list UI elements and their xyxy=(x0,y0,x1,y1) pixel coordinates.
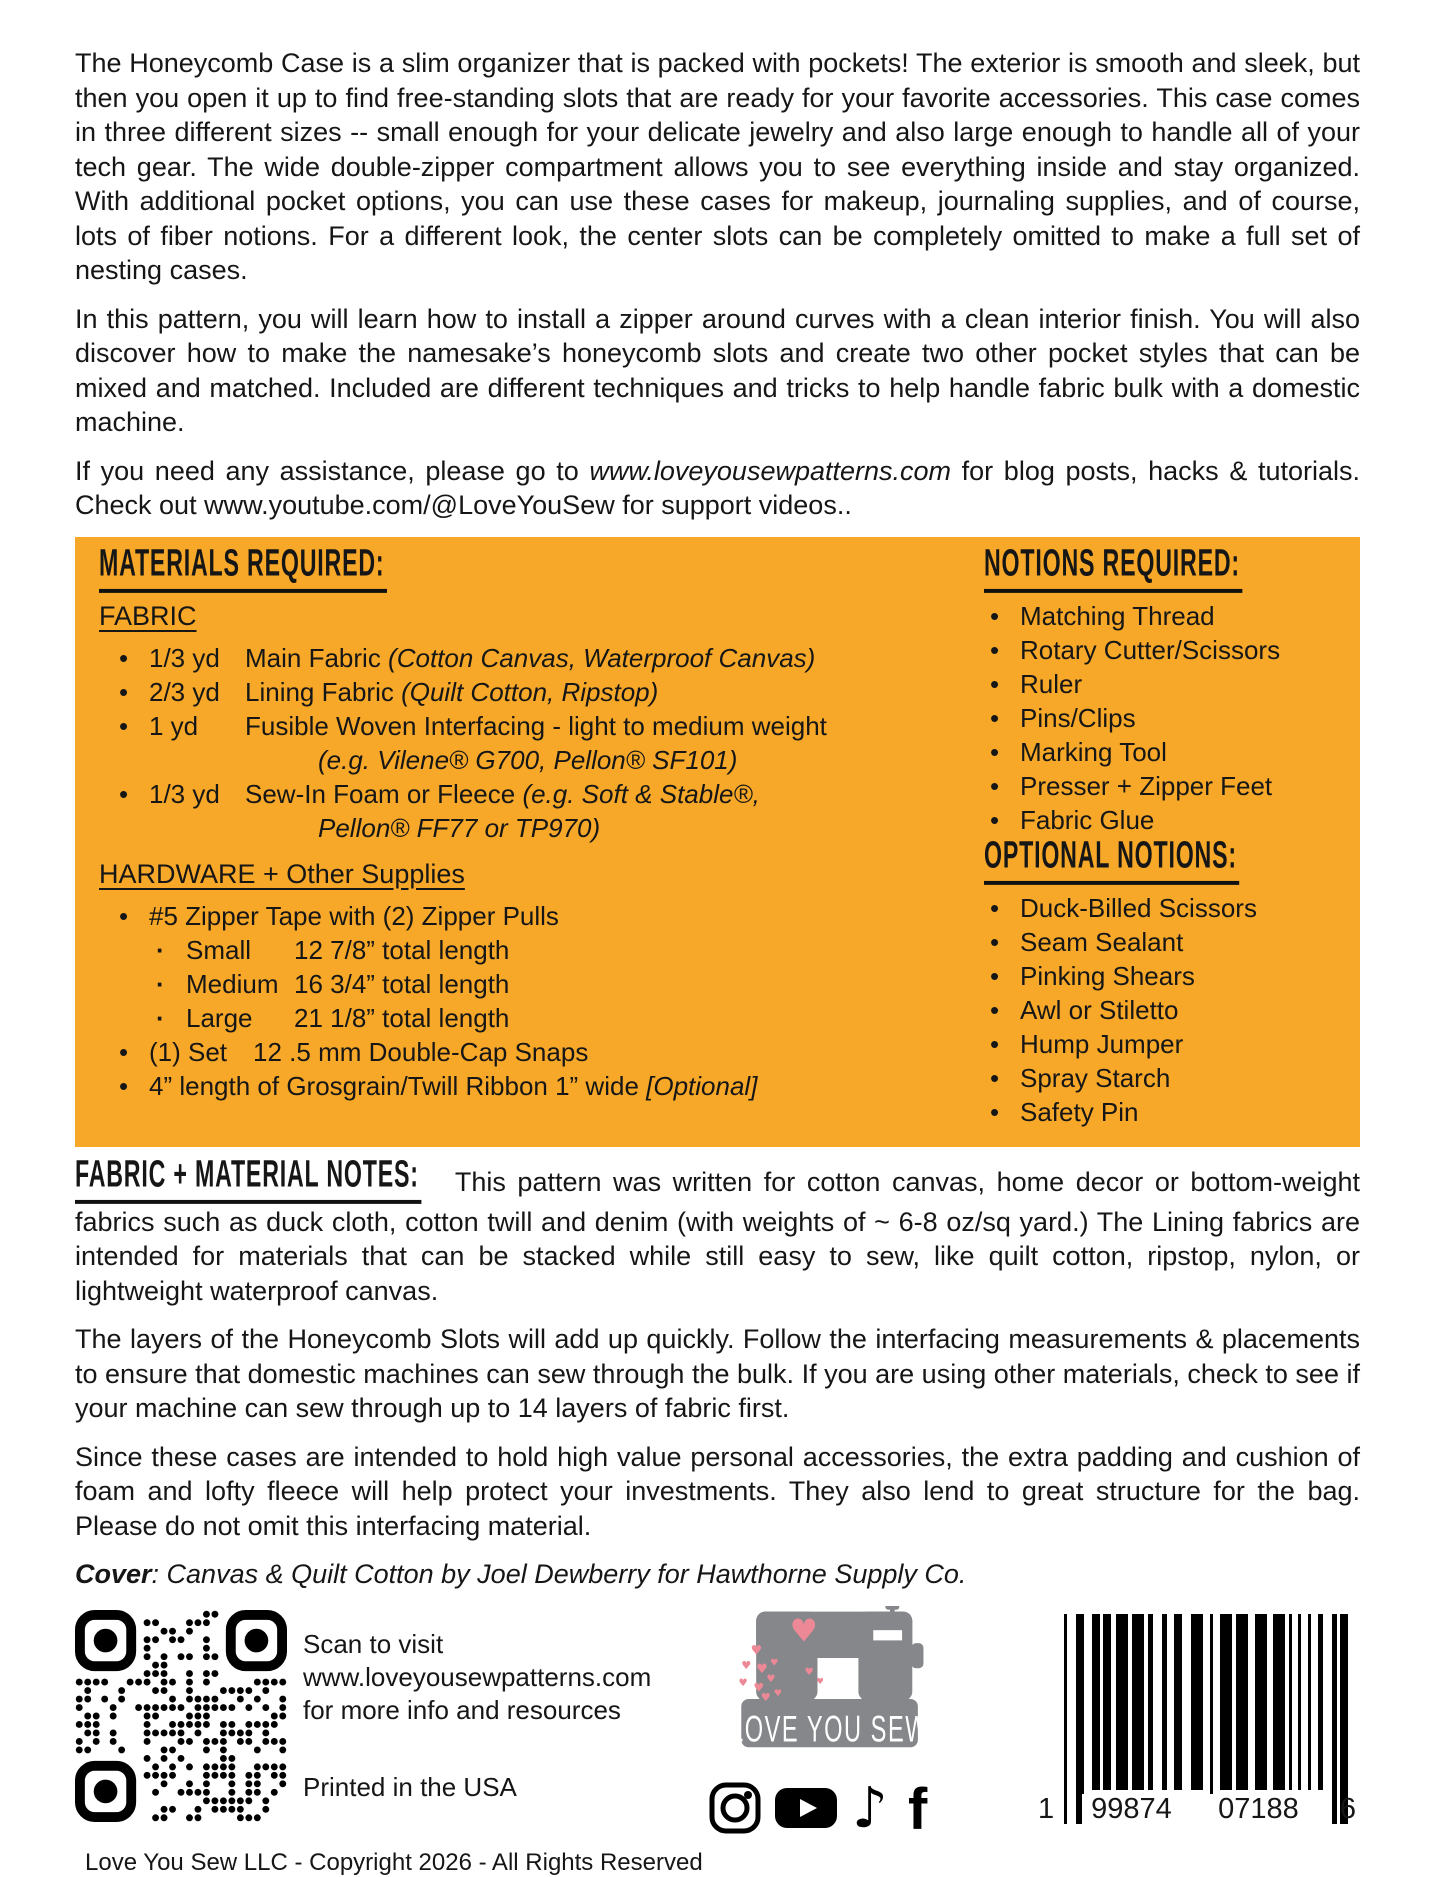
notes-paragraph-2: The layers of the Honeycomb Slots will add up quickly. Follow the interfacing measurements & placements to ensure that domestic machines can sew through the bulk. If you are using other materials, check to see if your machine can sew through up to 14 layers of fabric first. xyxy=(75,1324,1360,1424)
materials-box xyxy=(75,537,1360,1148)
optional-notion-item: • Safety Pin xyxy=(984,1095,1336,1129)
barcode-group-2: 07188 xyxy=(1209,1794,1308,1824)
barcode-block xyxy=(1038,1606,1360,1824)
fabric-desc: Lining Fabric (Quilt Cotton, Ripstop) xyxy=(245,676,659,707)
qr-code xyxy=(75,1606,287,1826)
svg-text:f: f xyxy=(908,1778,928,1837)
notion-item: • Marking Tool xyxy=(984,735,1336,769)
svg-text:♥: ♥ xyxy=(773,1687,783,1699)
barcode-digit-left: 1 xyxy=(1038,1792,1055,1825)
brand-block xyxy=(689,1606,959,1839)
hardware-item-zipper xyxy=(99,899,976,933)
zipper-size-row xyxy=(99,933,976,967)
barcode xyxy=(1038,1614,1356,1825)
notes-paragraph-3: Since these cases are intended to hold high value personal accessories, the extra padding and cushion of foam and lofty fleece will help protect your investments. They also lend to great structure for the bag. Please do not omit this interfacing material. xyxy=(75,1441,1360,1541)
fabric-item xyxy=(99,675,976,709)
website-url: www.loveyousewpatterns.com xyxy=(589,455,952,486)
printed-in-usa: Printed in the USA xyxy=(303,1771,517,1802)
scan-line-1: Scan to visit xyxy=(303,1628,444,1659)
copyright-line: Love You Sew LLC - Copyright 2026 - All Rights Reserved xyxy=(85,1848,703,1876)
optional-notion-item: • Seam Sealant xyxy=(984,925,1336,959)
hardware-item-ribbon xyxy=(99,1069,976,1103)
zipper-length: 16 3/4” total length xyxy=(294,968,510,999)
materials-column xyxy=(99,542,976,1130)
fabric-qty: • 1/3 yd xyxy=(149,642,220,673)
assistance-text: If you need any assistance, please go to xyxy=(75,455,590,486)
instagram-icon xyxy=(708,1781,762,1835)
hardware-item-snaps xyxy=(99,1035,976,1069)
fabric-subheader: FABRIC xyxy=(99,600,197,631)
intro-paragraph-1: The Honeycomb Case is a slim organizer that is packed with pockets! The exterior is smooth and sleek, but then you open it up to find free-standing slots that are ready for your favorite accessories. This case comes in three different sizes -- small enough for your delicate jewelry and also large enough to handle all of your tech gear. The wide double-zipper compartment allows you to see everything inside and stay organized. With additional pocket options, you can use these cases for makeup, journaling supplies, and of course, lots of fiber notions. For a different look, the center slots can be completely omitted to make a full set of nesting cases. xyxy=(75,48,1360,285)
materials-required-header: MATERIALS REQUIRED: xyxy=(99,542,387,593)
optional-notion-item: • Pinking Shears xyxy=(984,959,1336,993)
fabric-item xyxy=(99,777,976,845)
optional-notions-header: OPTIONAL NOTIONS: xyxy=(984,835,1239,886)
notes-section xyxy=(75,1153,1360,1591)
cover-credit-text: : Canvas & Quilt Cotton by Joel Dewberry for Hawthorne Supply Co. xyxy=(151,1559,967,1590)
notes-paragraph-1 xyxy=(75,1153,1360,1308)
love-you-sew-logo xyxy=(704,1606,944,1764)
optional-notion-item: • Awl or Stiletto xyxy=(984,993,1336,1027)
fabric-desc: Main Fabric (Cotton Canvas, Waterproof Canvas) xyxy=(245,642,816,673)
fabric-qty: • 1 yd xyxy=(149,710,199,741)
youtube-url-text: for blog posts, hacks & tutorials. Check out www.youtube.com/@LoveYouSew for support videos.. xyxy=(75,455,1360,520)
social-icons-row xyxy=(689,1777,959,1839)
notion-item: • Ruler xyxy=(984,667,1336,701)
zipper-length: 12 7/8” total length xyxy=(294,934,510,965)
logo-wordmark: LOVE YOU SEW xyxy=(730,1707,930,1750)
svg-text:♥: ♥ xyxy=(766,1673,776,1685)
intro-paragraph-3 xyxy=(75,454,1360,523)
cover-label: Cover xyxy=(75,1559,152,1590)
notion-item: • Rotary Cutter/Scissors xyxy=(984,633,1336,667)
facebook-icon xyxy=(906,1779,940,1837)
scan-line-3: for more info and resources xyxy=(303,1694,621,1725)
zipper-length: 21 1/8” total length xyxy=(294,1002,510,1033)
svg-text:♥: ♥ xyxy=(753,1680,765,1695)
optional-notion-item: • Hump Jumper xyxy=(984,1027,1336,1061)
youtube-icon xyxy=(774,1781,838,1835)
zipper-size-row xyxy=(99,967,976,1001)
fabric-desc: Fusible Woven Interfacing - light to medium weight (e.g. Vilene® G700, Pellon® SF101) xyxy=(245,710,827,775)
optional-notion-item: • Spray Starch xyxy=(984,1061,1336,1095)
svg-text:♥: ♥ xyxy=(816,1675,825,1686)
barcode-digits xyxy=(1038,1790,1356,1824)
intro-paragraph-2: In this pattern, you will learn how to install a zipper around curves with a clean interior finish. You will also discover how to make the namesake’s honeycomb slots and create two other pocket styles that can be mixed and matched. Included are different techniques and tricks to help handle fabric bulk with a domestic machine. xyxy=(75,303,1360,437)
svg-text:♥: ♥ xyxy=(738,1677,748,1689)
snaps-desc: • (1) Set 12 .5 mm Double-Cap Snaps xyxy=(149,1036,589,1067)
tiktok-icon xyxy=(850,1779,894,1837)
fabric-item xyxy=(99,641,976,675)
svg-text:♥: ♥ xyxy=(760,1690,771,1704)
fabric-qty: • 2/3 yd xyxy=(149,676,220,707)
svg-text:♥: ♥ xyxy=(789,1612,818,1649)
svg-text:♪: ♪ xyxy=(852,1778,888,1837)
fabric-desc: Sew-In Foam or Fleece (e.g. Soft & Stable®, Pellon® FF77 or TP970) xyxy=(245,778,760,843)
zipper-size: · Large xyxy=(186,1002,253,1033)
fabric-material-notes-header: FABRIC + MATERIAL NOTES: xyxy=(75,1154,421,1205)
fabric-item xyxy=(99,709,976,777)
svg-text:♥: ♥ xyxy=(770,1657,779,1669)
notion-item: • Matching Thread xyxy=(984,599,1336,633)
zipper-size: · Small xyxy=(186,934,252,965)
barcode-digit-right: 6 xyxy=(1339,1792,1356,1825)
notions-required-header: NOTIONS REQUIRED: xyxy=(984,542,1242,593)
svg-text:♥: ♥ xyxy=(756,1661,768,1677)
zipper-desc: • #5 Zipper Tape with (2) Zipper Pulls xyxy=(149,900,559,931)
hardware-subheader: HARDWARE + Other Supplies xyxy=(99,858,465,889)
optional-notion-item: • Duck-Billed Scissors xyxy=(984,891,1336,925)
notion-item: • Fabric Glue xyxy=(984,803,1336,837)
notions-column xyxy=(976,542,1336,1130)
notes-text-1: This pattern was written for cotton canvas, home decor or bottom-weight fabrics such as duck cloth, cotton twill and denim (with weights of ~ 6-8 oz/sq yard.) The Lining fabrics are intended for materials that can be stacked while still easy to sew, like quilt cotton, ripstop, nylon, or lightweight waterproof canvas. xyxy=(75,1167,1360,1306)
zipper-size: · Medium xyxy=(186,968,279,999)
scan-text-block xyxy=(303,1606,652,1804)
barcode-group-1: 99874 xyxy=(1082,1794,1181,1824)
footer-section xyxy=(75,1606,1360,1839)
svg-text:♥: ♥ xyxy=(804,1666,814,1678)
ribbon-desc: • 4” length of Grosgrain/Twill Ribbon 1” wide [Optional] xyxy=(149,1070,758,1101)
scan-line-2: www.loveyousewpatterns.com xyxy=(303,1661,652,1692)
notion-item: • Pins/Clips xyxy=(984,701,1336,735)
notion-item: • Presser + Zipper Feet xyxy=(984,769,1336,803)
intro-section xyxy=(75,46,1360,523)
fabric-qty: • 1/3 yd xyxy=(149,778,220,809)
svg-text:♥: ♥ xyxy=(741,1658,752,1672)
svg-text:♥: ♥ xyxy=(750,1642,763,1658)
cover-credit-line xyxy=(75,1557,1360,1592)
zipper-size-row xyxy=(99,1001,976,1035)
